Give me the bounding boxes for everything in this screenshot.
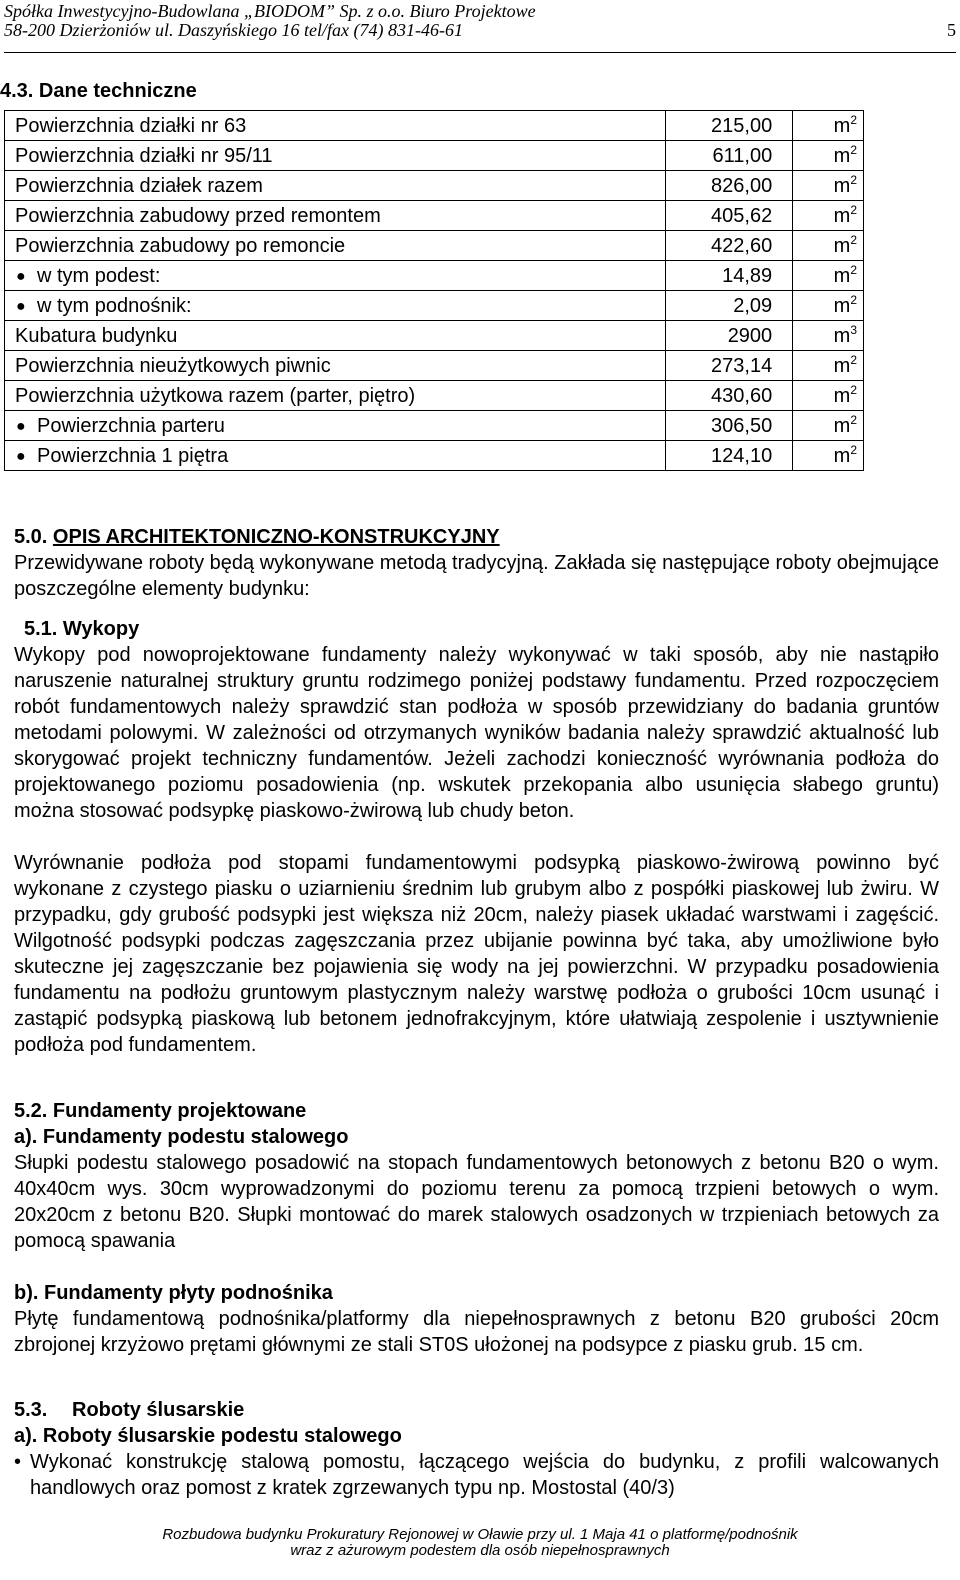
subsection-heading-locksmith-a: a). Roboty ślusarskie podestu stalowego bbox=[14, 1425, 402, 1447]
table-row bbox=[5, 351, 864, 381]
list-item: • Wykonać konstrukcję stalową pomostu, łączącego wejścia do budynku, z profili walcowanych handlowych oraz pomost z kratek zgrzewanych typu np. Mostostal (40/3) bbox=[14, 1451, 939, 1499]
page-number: 5 bbox=[947, 20, 956, 40]
row-unit: $m^2$ bbox=[793, 411, 864, 441]
table-row bbox=[5, 111, 864, 141]
section-title-architectural: OPIS ARCHITEKTONICZNO-KONSTRUKCYJNY bbox=[52, 526, 500, 548]
row-unit: $m^2$ bbox=[793, 381, 864, 411]
row-unit: $m^2$ bbox=[793, 141, 864, 171]
row-label: ● Powierzchnia 1 piętra bbox=[5, 441, 666, 471]
bullet-icon: ● bbox=[16, 448, 26, 465]
table-row bbox=[5, 261, 864, 291]
footer-line-1: Rozbudowa budynku Prokuratury Rejonowej w Oławie przy ul. 1 Maja 41 o platformę/podnośnik bbox=[162, 1526, 798, 1543]
row-label: Powierzchnia działki nr 95/11 bbox=[5, 141, 666, 171]
row-value: 422,60 bbox=[666, 231, 793, 261]
row-label: Powierzchnia działek razem bbox=[5, 171, 666, 201]
table-row bbox=[5, 141, 864, 171]
bullet-icon: • bbox=[14, 1451, 22, 1473]
subsection-heading-a: a). Fundamenty podestu stalowego bbox=[14, 1126, 349, 1148]
table-row bbox=[5, 201, 864, 231]
table-row bbox=[5, 411, 864, 441]
row-value: 2,09 bbox=[666, 291, 793, 321]
table-row bbox=[5, 381, 864, 411]
section-heading-5-0: 5.0. OPIS ARCHITEKTONICZNO-KONSTRUKCYJNY bbox=[14, 526, 500, 548]
row-value: 826,00 bbox=[666, 171, 793, 201]
paragraph-foundations-a: Słupki podestu stalowego posadowić na stopach fundamentowych betonowych z betonu B20 o wym. 40x40cm wys. 30cm wyprowadzonymi do poziomu terenu za pomocą trzpieni betowych o wym. 20x20cm z betonu B20. Słupki montować do marek stalowych osadzonych w trzpieniach betowych za pomocą spawania bbox=[14, 1152, 939, 1252]
paragraph-excavations-1: Wykopy pod nowoprojektowane fundamenty należy wykonywać w taki sposób, aby nie nastąpiło naruszenie naturalnej struktury gruntu rodzimego poniżej podstawy fundamentu. Przed rozpoczęciem robót fundamentowych należy sprawdzić stan podłoża w sposób przewidziany do badania gruntów metodami polowymi. W zależności od otrzymanych wyników badania należy sprawdzić aktualność lub skorygować projekt techniczny fundamentów. Jeżeli zachodzi konieczność wyrównania podłoża do projektowanego poziomu posadowienia (np. wskutek przekopania albo usunięcia słabego gruntu) można stosować podsypkę piaskowo-żwirową lub chudy beton. bbox=[14, 644, 939, 822]
paragraph-intro: Przewidywane roboty będą wykonywane metodą tradycyjną. Zakłada się następujące roboty obejmujące poszczególne elementy budynku: bbox=[14, 552, 939, 600]
header-company: Spółka Inwestycyjno-Budowlana „BIODOM” Sp. z o.o. Biuro Projektowe bbox=[4, 1, 536, 21]
row-value: 124,10 bbox=[666, 441, 793, 471]
row-unit: $m^2$ bbox=[793, 231, 864, 261]
page-footer bbox=[0, 1524, 960, 1562]
row-unit: $m^2$ bbox=[793, 201, 864, 231]
section-heading-5-2: 5.2. Fundamenty projektowane bbox=[14, 1100, 307, 1122]
table-row bbox=[5, 441, 864, 471]
paragraph-foundations-b: Płytę fundamentową podnośnika/platformy dla niepełnosprawnych z betonu B20 grubości 20cm zbrojonej krzyżowo prętami głównymi ze stali ST0S ułożonej na podsypce z piasku grub. 15 cm. bbox=[14, 1308, 939, 1356]
row-value: 273,14 bbox=[666, 351, 793, 381]
page-header bbox=[4, 0, 956, 53]
row-unit: $m^2$ bbox=[793, 111, 864, 141]
row-label: Kubatura budynku bbox=[5, 321, 666, 351]
row-unit: $m^2$ bbox=[793, 291, 864, 321]
row-label: Powierzchnia działki nr 63 bbox=[5, 111, 666, 141]
row-label: Powierzchnia zabudowy po remoncie bbox=[5, 231, 666, 261]
row-value: 306,50 bbox=[666, 411, 793, 441]
section-heading-5-3: 5.3. Roboty ślusarskie bbox=[14, 1399, 245, 1421]
row-value: 405,62 bbox=[666, 201, 793, 231]
row-label: ● w tym podnośnik: bbox=[5, 291, 666, 321]
row-label: Powierzchnia użytkowa razem (parter, piętro) bbox=[5, 381, 666, 411]
row-value: 611,00 bbox=[666, 141, 793, 171]
row-unit: $m^2$ bbox=[793, 441, 864, 471]
row-label: ● Powierzchnia parteru bbox=[5, 411, 666, 441]
table-row bbox=[5, 291, 864, 321]
bullet-icon: ● bbox=[16, 268, 26, 285]
technical-data-table bbox=[4, 110, 864, 471]
subsection-heading-b: b). Fundamenty płyty podnośnika bbox=[14, 1282, 333, 1304]
row-unit: $m^3$ bbox=[793, 321, 864, 351]
section-title-technical-data: 4.3. Dane techniczne bbox=[0, 80, 197, 102]
row-value: 215,00 bbox=[666, 111, 793, 141]
row-unit: $m^2$ bbox=[793, 351, 864, 381]
bullet-icon: ● bbox=[16, 298, 26, 315]
row-value: 14,89 bbox=[666, 261, 793, 291]
row-unit: $m^2$ bbox=[793, 171, 864, 201]
row-value: 430,60 bbox=[666, 381, 793, 411]
row-label: ● w tym podest: bbox=[5, 261, 666, 291]
table-row bbox=[5, 231, 864, 261]
table-row bbox=[5, 171, 864, 201]
row-value: 2900 bbox=[666, 321, 793, 351]
row-label: Powierzchnia zabudowy przed remontem bbox=[5, 201, 666, 231]
header-address: 58-200 Dzierżoniów ul. Daszyńskiego 16 tel/fax (74) 831-46-61 bbox=[4, 20, 463, 40]
footer-line-2: wraz z ażurowym podestem dla osób niepełnosprawnych bbox=[290, 1542, 670, 1559]
row-unit: $m^2$ bbox=[793, 261, 864, 291]
bullet-icon: ● bbox=[16, 418, 26, 435]
paragraph-excavations-2: Wyrównanie podłoża pod stopami fundamentowymi podsypką piaskowo-żwirową powinno być wykonane z czystego piasku o uziarnieniu średnim lub grubym albo z pospółki piaskowej lub żwiru. W przypadku, gdy grubość podsypki jest większa niż 20cm, należy piasek układać warstwami i zagęścić. Wilgotność podsypki podczas zagęszczania przez ubijanie powinna być taka, aby umożliwione było skuteczne jej zagęszczanie bez pojawienia się wody na jej powierzchni. W przypadku posadowienia fundamentu na podłożu gruntowym plastycznym należy warstwę podłoża o grubości 10cm usunąć i zastąpić podsypką piaskową lub betonem jednofrakcyjnym, które ułatwiają zespolenie i usztywnienie podłoża pod fundamentem. bbox=[14, 852, 939, 1056]
table-row bbox=[5, 321, 864, 351]
section-heading-5-1: 5.1. Wykopy bbox=[24, 618, 140, 640]
row-label: Powierzchnia nieużytkowych piwnic bbox=[5, 351, 666, 381]
